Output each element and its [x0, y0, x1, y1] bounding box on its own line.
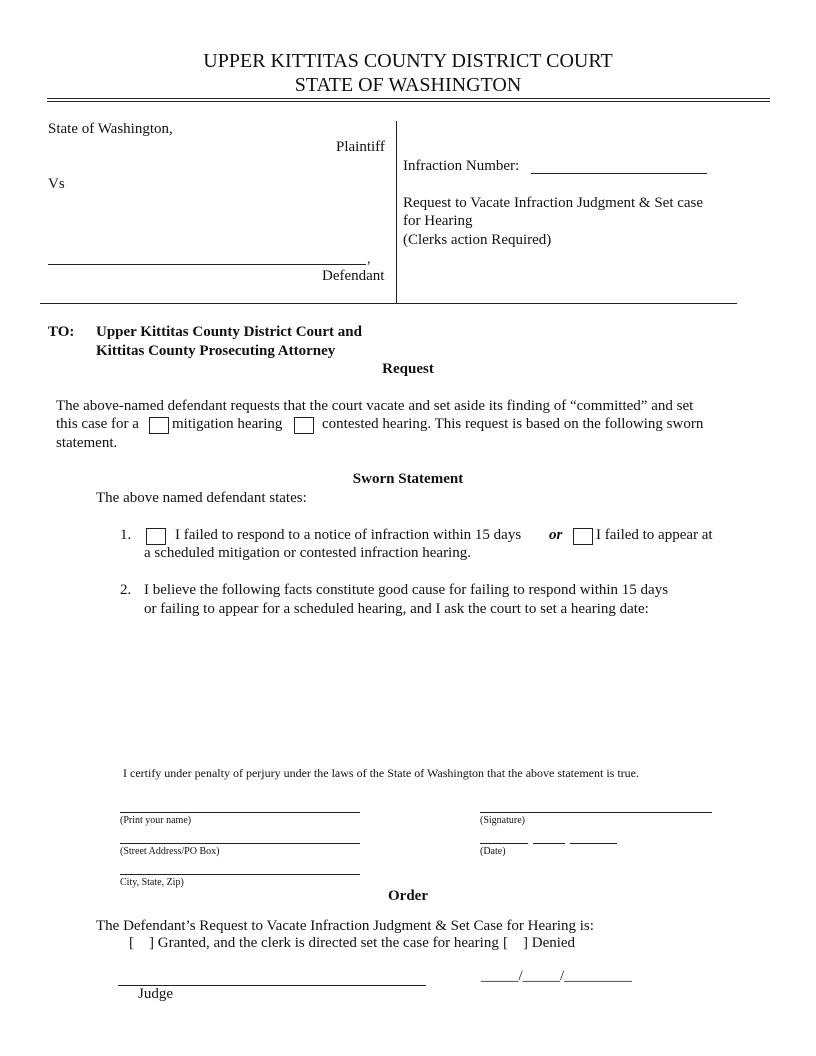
form-title-line3: (Clerks action Required) — [403, 232, 552, 248]
request-text-line2a: this case for a — [56, 416, 139, 432]
date-month-line[interactable] — [480, 843, 528, 844]
plaintiff-name: State of Washington, — [48, 121, 173, 137]
caption-bottom-rule — [40, 303, 737, 304]
print-name-label: (Print your name) — [120, 815, 192, 826]
to-label: TO: — [48, 324, 75, 340]
contested-hearing-label: contested hearing. This request is based on the following sworn — [322, 416, 704, 432]
to-court: Upper Kittitas County District Court — [96, 324, 335, 340]
state-name: STATE OF WASHINGTON — [294, 74, 522, 96]
item1-text-b: I failed to appear at — [596, 527, 713, 543]
versus-label: Vs — [48, 176, 65, 192]
contested-hearing-checkbox[interactable] — [294, 417, 314, 434]
order-text: The Defendant’s Request to Vacate Infraction Judgment & Set Case for Hearing is: — [96, 918, 594, 934]
header-rule-top — [47, 98, 770, 99]
item2-text-a: I believe the following facts constitute good cause for failing to respond within 15 days — [144, 582, 669, 598]
signature-line[interactable] — [480, 812, 712, 813]
request-text-line1: The above-named defendant requests that the court vacate and set aside its finding of “committed” and set — [56, 398, 694, 414]
sworn-heading: Sworn Statement — [352, 471, 464, 487]
address-label: (Street Address/PO Box) — [120, 846, 220, 857]
date-label: (Date) — [480, 846, 506, 857]
sworn-intro: The above named defendant states: — [96, 490, 307, 506]
plaintiff-label: Plaintiff — [336, 139, 385, 155]
defendant-label: Defendant — [322, 268, 385, 284]
failed-respond-checkbox[interactable] — [146, 528, 166, 545]
item2-number: 2. — [120, 582, 132, 598]
judge-label: Judge — [138, 986, 173, 1002]
order-date-line[interactable]: _____/_____/_________ — [481, 968, 632, 984]
item2-text-b: or failing to appear for a scheduled hearing, and I ask the court to set a hearing date: — [144, 601, 649, 617]
item1-text-c: a scheduled mitigation or contested infraction hearing. — [144, 545, 471, 561]
city-line[interactable] — [120, 874, 360, 875]
order-heading: Order — [388, 888, 428, 904]
caption-divider — [396, 121, 397, 303]
defendant-name-line[interactable] — [48, 264, 366, 265]
certify-text: I certify under penalty of perjury under the laws of the State of Washington that the above statement is true. — [123, 766, 639, 780]
court-name: UPPER KITTITAS COUNTY DISTRICT COURT — [203, 50, 613, 72]
good-cause-facts-area[interactable] — [144, 625, 744, 755]
infraction-number-field[interactable] — [531, 173, 707, 174]
item1-text-a: I failed to respond to a notice of infraction within 15 days — [175, 527, 522, 543]
signature-label: (Signature) — [480, 815, 525, 826]
granted-option[interactable]: [ ] Granted, and the clerk is directed set the case for hearing — [129, 935, 499, 951]
header-rule-bottom — [47, 101, 770, 102]
address-line[interactable] — [120, 843, 360, 844]
form-title-line1: Request to Vacate Infraction Judgment & Set case — [403, 195, 704, 211]
date-year-line[interactable] — [570, 843, 617, 844]
city-label: City, State, Zip) — [120, 877, 184, 888]
failed-appear-checkbox[interactable] — [573, 528, 593, 545]
infraction-number-label: Infraction Number: — [403, 158, 520, 174]
request-text-line3: statement. — [56, 435, 118, 451]
item1-or: or — [549, 527, 563, 543]
to-and: and — [337, 324, 362, 340]
mitigation-hearing-label: mitigation hearing — [172, 416, 283, 432]
print-name-line[interactable] — [120, 812, 360, 813]
form-title-line2: for Hearing — [403, 213, 473, 229]
defendant-comma: , — [367, 252, 371, 267]
denied-option[interactable]: [ ] Denied — [503, 935, 576, 951]
date-day-line[interactable] — [533, 843, 565, 844]
mitigation-hearing-checkbox[interactable] — [149, 417, 169, 434]
item1-number: 1. — [120, 527, 132, 543]
to-prosecutor: Kittitas County Prosecuting Attorney — [96, 343, 336, 359]
request-heading: Request — [382, 361, 434, 377]
